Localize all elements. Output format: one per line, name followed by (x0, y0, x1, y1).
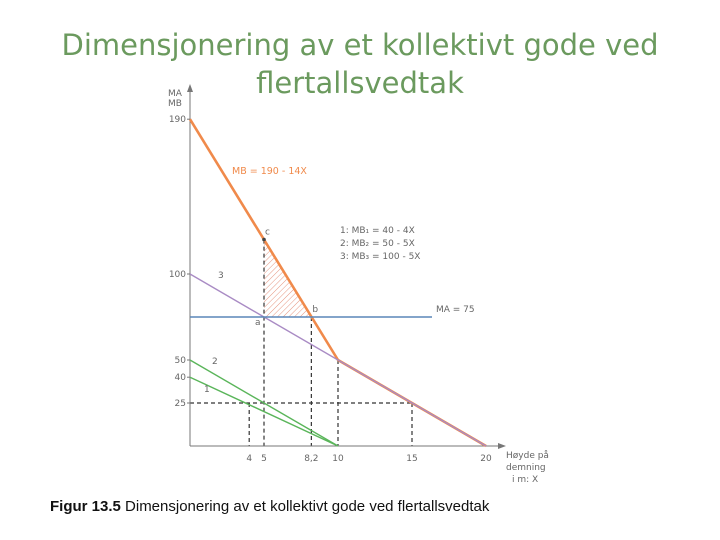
x-tick-label: 8,2 (304, 454, 319, 464)
legend-item: 3: MB₃ = 100 - 5X (340, 252, 421, 262)
y-tick-label: 40 (174, 373, 186, 384)
y-tick-label: 190 (168, 115, 186, 126)
y-axis-label-ma: MA (168, 89, 182, 99)
mb3-line (190, 274, 486, 446)
x-axis-label-line2: demning (506, 463, 546, 473)
x-tick-label: 4 (246, 454, 253, 464)
y-axis-arrow (187, 84, 193, 92)
x-tick-label: 20 (480, 454, 492, 464)
legend-item: 1: MB₁ = 40 - 4X (340, 226, 415, 236)
point-label-a: a (255, 318, 261, 328)
figure-caption (50, 498, 489, 515)
y-tick-label: 25 (174, 399, 186, 409)
page-title: Dimensjonering av et kollektivt gode ved flertallsvedtak (61, 28, 659, 100)
line-label-2: 2 (212, 357, 218, 367)
caption-text: Dimensjonering av et kollektivt gode ved flertallsvedtak (120, 498, 490, 515)
line-label-1: 1 (204, 385, 210, 395)
ma-label: MA = 75 (436, 305, 475, 315)
line-label-3: 3 (218, 271, 224, 281)
legend-item: 2: MB₂ = 50 - 5X (340, 239, 415, 249)
x-axis-label-line1: Høyde på (506, 451, 549, 461)
y-tick-label: 100 (168, 270, 186, 280)
y-tick-label: 50 (174, 356, 186, 366)
x-axis-arrow (498, 443, 506, 449)
y-axis-label-mb: MB (168, 99, 182, 109)
x-tick-label: 15 (406, 454, 418, 464)
point-label-c: c (265, 227, 270, 238)
caption-label: Figur 13.5 (50, 498, 121, 515)
point-c-marker (262, 238, 266, 242)
mb-total-label: MB = 190 - 14X (232, 166, 307, 177)
point-label-b: b (312, 305, 319, 315)
x-axis-label-line3: i m: X (512, 475, 539, 485)
x-tick-label: 5 (261, 454, 267, 464)
x-tick-label: 10 (332, 454, 344, 464)
